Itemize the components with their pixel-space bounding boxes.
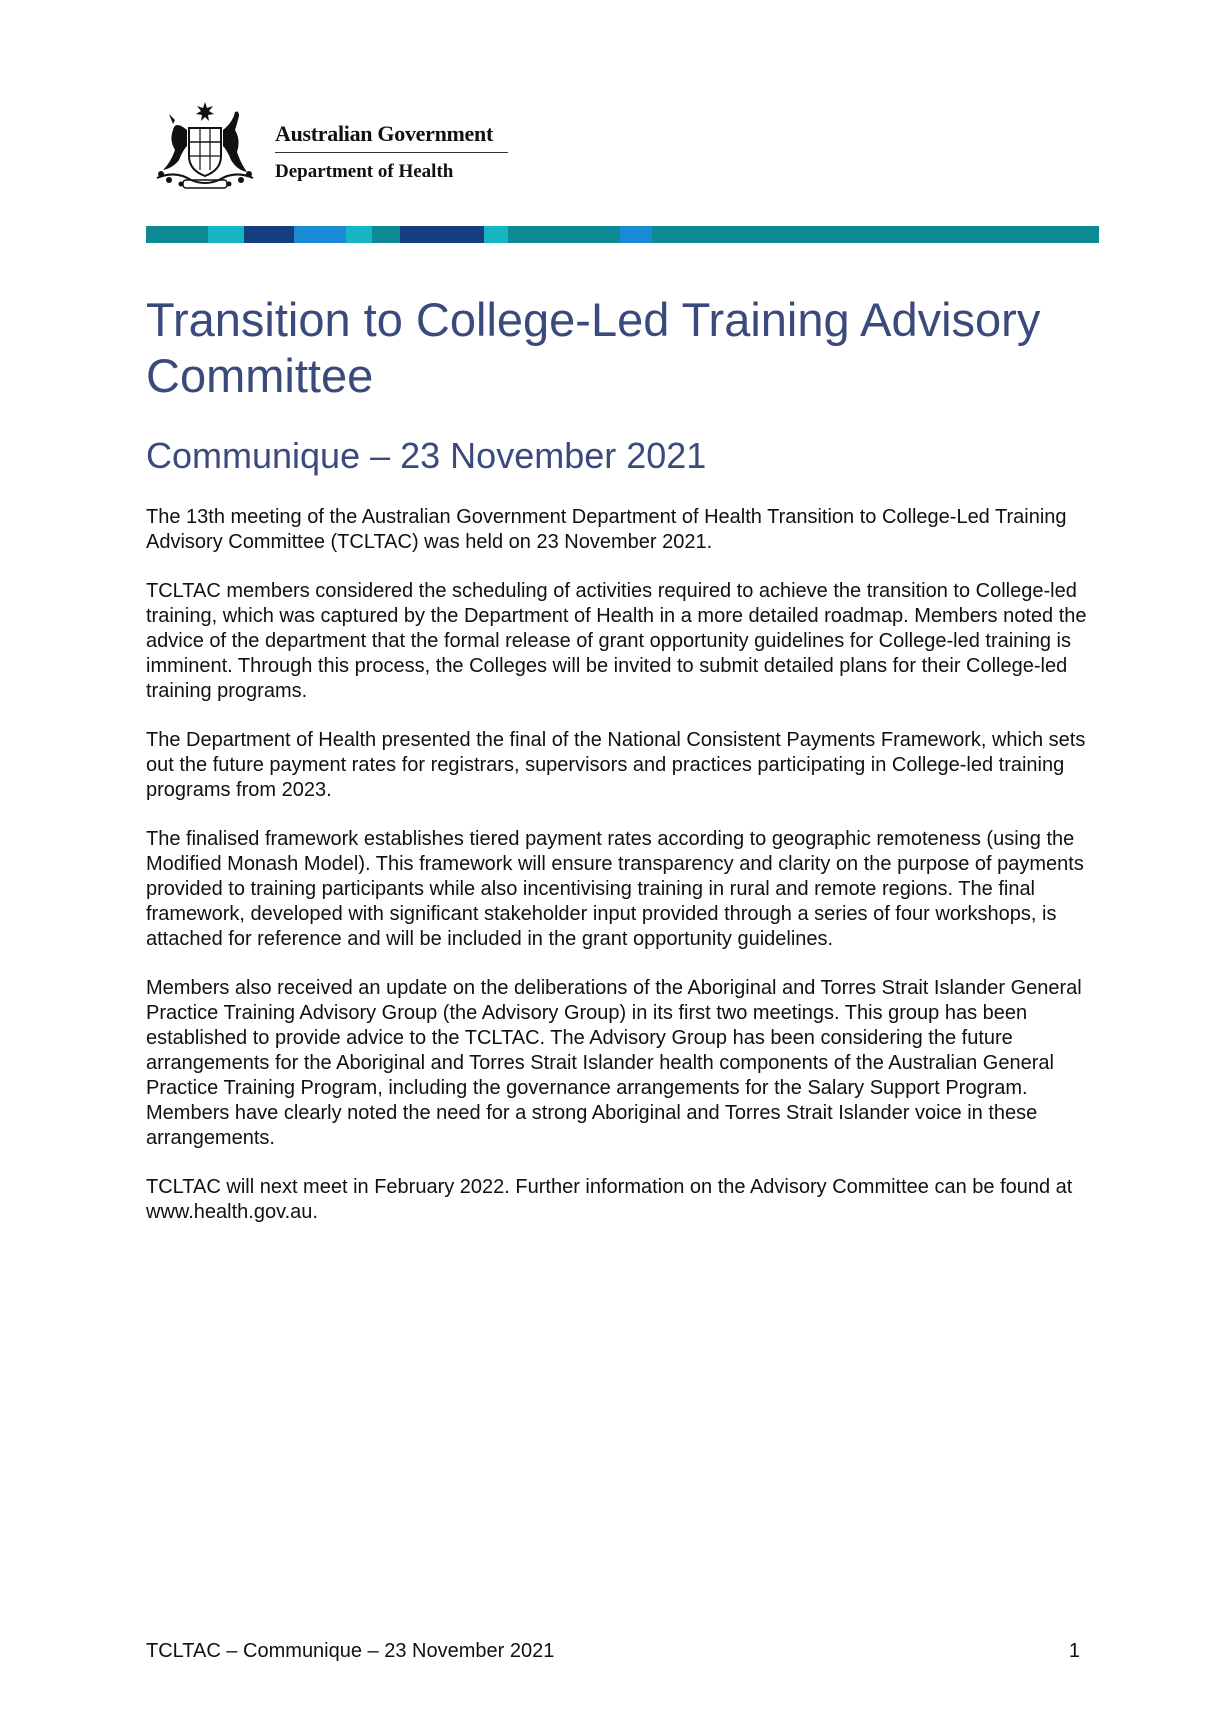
band-segment (620, 226, 652, 243)
body-paragraph: The finalised framework establishes tiered payment rates according to geographic remoteness (using the Modified Monash Model). This framework will ensure transparency and clarity on the purpose of payments provided to training participants while also incentivising training in rural and remote regions. The final framework, developed with significant stakeholder input provided through a series of four workshops, is attached for reference and will be included in the grant opportunity guidelines. (146, 828, 1084, 950)
footer-text: TCLTAC – Communique – 23 November 2021 (146, 1640, 555, 1662)
government-logo (145, 100, 515, 192)
band-segment (244, 226, 294, 243)
band-segment (400, 226, 484, 243)
department-name: Department of Health (275, 161, 454, 182)
body-paragraph: TCLTAC will next meet in February 2022. Further information on the Advisory Committee can be found at www.health.gov.au. (146, 1176, 1073, 1223)
color-band (146, 226, 1099, 243)
page-subtitle: Communique – 23 November 2021 (146, 435, 707, 476)
org-text (275, 122, 515, 183)
band-segment (346, 226, 372, 243)
band-segment (484, 226, 508, 243)
body-paragraph: The 13th meeting of the Australian Government Department of Health Transition to College-Led Training Advisory Committee (TCLTAC) was held on 23 November 2021. (146, 506, 1067, 553)
band-segment (372, 226, 400, 243)
band-segment (146, 226, 208, 243)
page-title: Transition to College-Led Training Advisory Committee (146, 293, 1041, 402)
band-segment (652, 226, 1099, 243)
band-segment (208, 226, 244, 243)
org-name: Australian Government (275, 121, 493, 146)
page-number: 1 (1068, 1640, 1080, 1662)
document-body (146, 505, 1106, 1249)
band-segment (508, 226, 620, 243)
org-divider (275, 152, 508, 153)
coat-of-arms-icon (145, 100, 265, 192)
body-paragraph: TCLTAC members considered the scheduling of activities required to achieve the transition to College-led training, which was captured by the Department of Health in a more detailed roadmap. Members noted the advice of the department that the formal release of grant opportunity guidelines for College-led training is imminent. Through this process, the Colleges will be invited to submit detailed plans for their College-led training programs. (146, 580, 1087, 702)
band-segment (294, 226, 346, 243)
body-paragraph: The Department of Health presented the final of the National Consistent Payments Framework, which sets out the future payment rates for registrars, supervisors and practices participating in College-led training programs from 2023. (146, 729, 1086, 801)
body-paragraph: Members also received an update on the deliberations of the Aboriginal and Torres Strait Islander General Practice Training Advisory Group (the Advisory Group) in its first two meetings. This group has been established to provide advice to the TCLTAC. The Advisory Group has been considering the future arrangements for the Aboriginal and Torres Strait Islander health components of the Australian General Practice Training Program, including the governance arrangements for the Salary Support Program. Members have clearly noted the need for a strong Aboriginal and Torres Strait Islander voice in these arrangements. (146, 977, 1082, 1149)
